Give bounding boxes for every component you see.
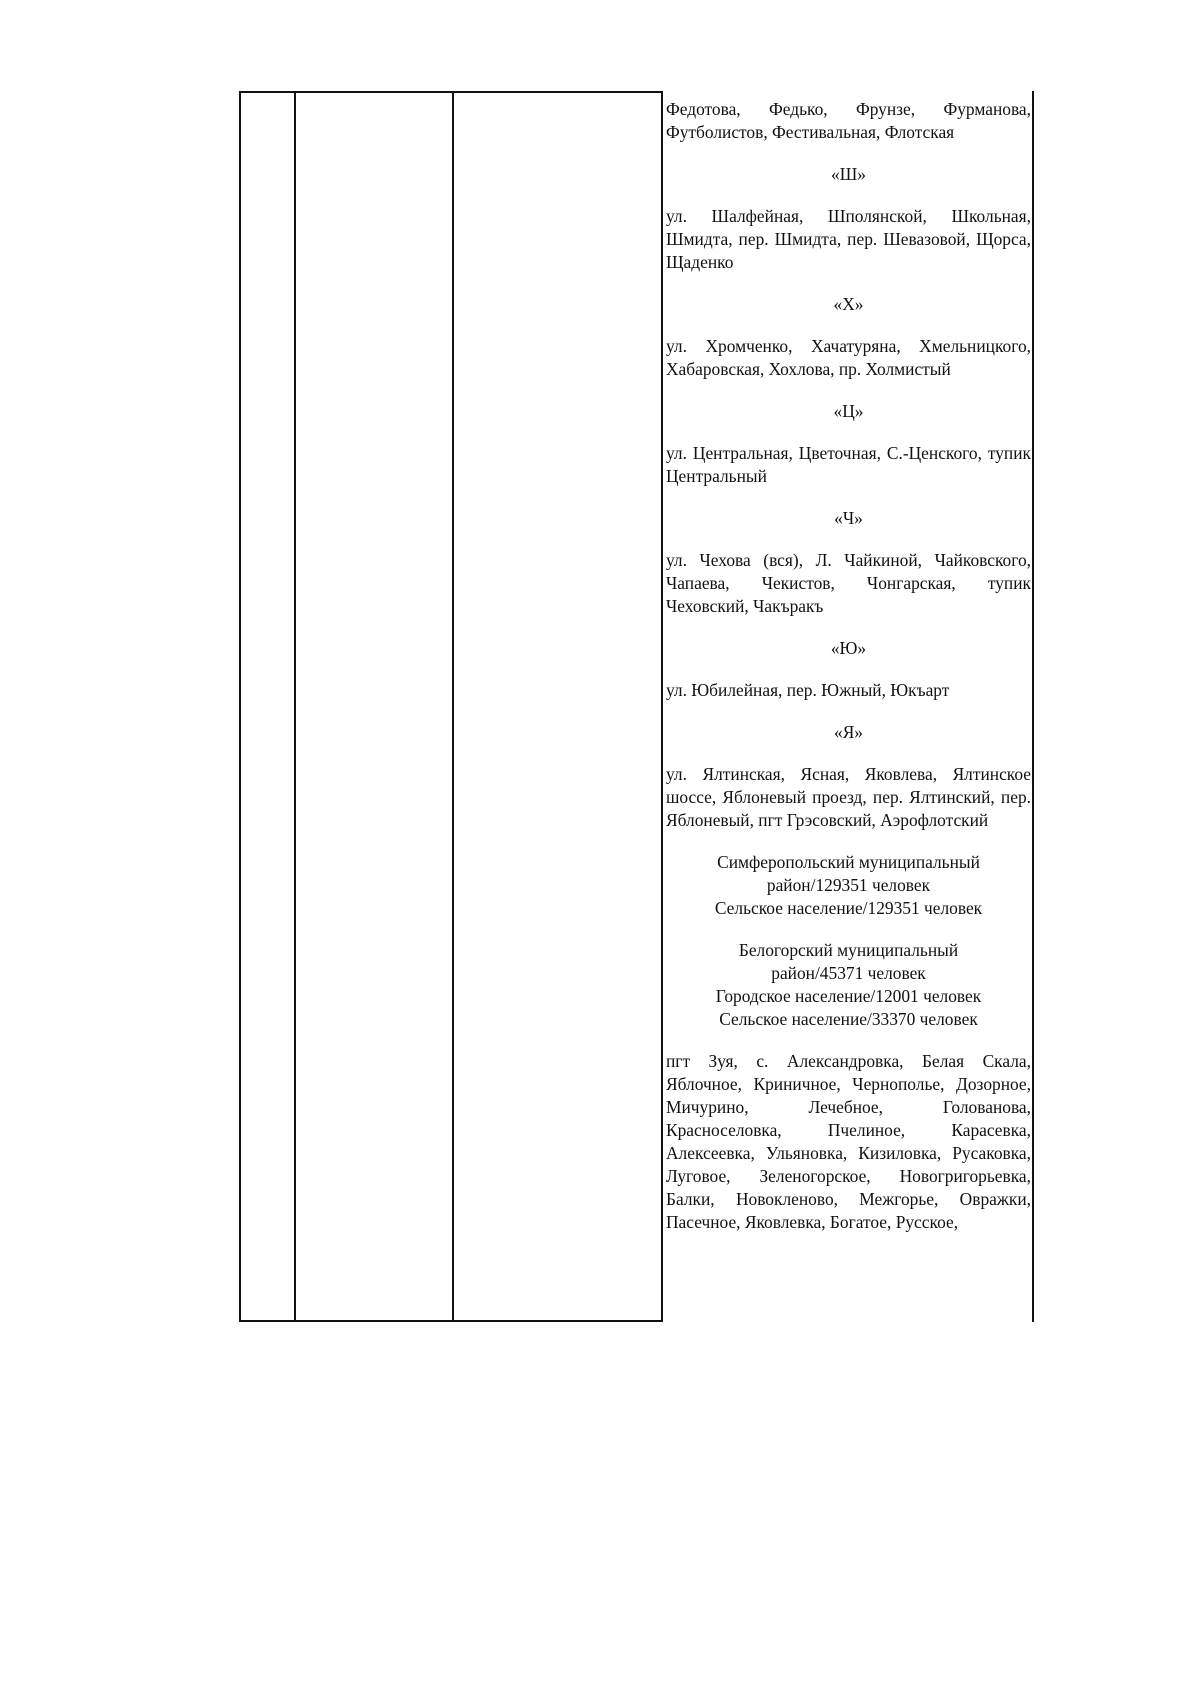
belogorsk-district-population: район/45371 человек [771, 963, 926, 983]
address-list-cell [666, 98, 1031, 1253]
letter-heading-yu: «Ю» [830, 638, 867, 658]
belogorsk-settlements-text: пгт Зуя, с. Александровка, Белая Скала, Яблочное, Криничное, Чернополье, Дозорное, Мичурино, Лечебное, Голованова, Красноселовка, Пчелиное, Карасевка, Алексеевка, Ульяновка, Кизиловка, Русаковка, Луговое, Зеленогорское, Новогригорьевка, Балки, Новокленово, Межгорье, Овражки, Пасечное, Яковлевка, Богатое, Русское, [666, 1051, 1031, 1232]
streets-sh-text: ул. Шалфейная, Шполянской, Школьная, Шмидта, пер. Шмидта, пер. Шевазовой, Щорса, Щаденко [666, 206, 1031, 272]
simferopol-district-population: район/129351 человек [766, 875, 931, 895]
belogorsk-urban-population: Городское население/12001 человек [715, 986, 982, 1006]
letter-heading-ya: «Я» [834, 722, 863, 742]
table-border-left [239, 91, 241, 1322]
belogorsk-district-heading [666, 939, 1031, 1031]
streets-ya-text: ул. Ялтинская, Ясная, Яковлева, Ялтинское шоссе, Яблоневый проезд, пер. Ялтинский, пер. Яблоневый, пгт Грэсовский, Аэрофлотский [666, 764, 1031, 830]
simferopol-rural-population: Сельское население/129351 человек [714, 898, 983, 918]
simferopol-district-name: Симферопольский муниципальный [717, 852, 980, 872]
simferopol-district-heading [666, 851, 1031, 920]
belogorsk-district-name: Белогорский муниципальный [738, 940, 959, 960]
table-column-divider-1 [294, 91, 296, 1322]
letter-heading-ts: «Ц» [833, 401, 864, 421]
streets-yu-text: ул. Юбилейная, пер. Южный, Юкъарт [666, 680, 950, 700]
letter-heading-ch: «Ч» [834, 508, 863, 528]
table-border-top [239, 91, 663, 93]
streets-ts-text: ул. Центральная, Цветочная, С.-Ценского, тупик Центральный [666, 443, 1031, 486]
belogorsk-rural-population: Сельское население/33370 человек [719, 1009, 978, 1029]
streets-kh-text: ул. Хромченко, Хачатуряна, Хмельницкого, Хабаровская, Хохлова, пр. Холмистый [666, 336, 1031, 379]
table-column-divider-2 [452, 91, 454, 1322]
letter-heading-sh: «Ш» [831, 164, 866, 184]
streets-f-text: Федотова, Федько, Фрунзе, Фурманова, Футболистов, Фестивальная, Флотская [666, 99, 1031, 142]
streets-ch-text: ул. Чехова (вся), Л. Чайкиной, Чайковского, Чапаева, Чекистов, Чонгарская, тупик Чеховский, Чакъракъ [666, 550, 1031, 616]
table-column-divider-3 [661, 91, 663, 1322]
table-border-right [1032, 91, 1034, 1322]
table-border-bottom [239, 1320, 663, 1322]
letter-heading-kh: «Х» [833, 294, 864, 314]
